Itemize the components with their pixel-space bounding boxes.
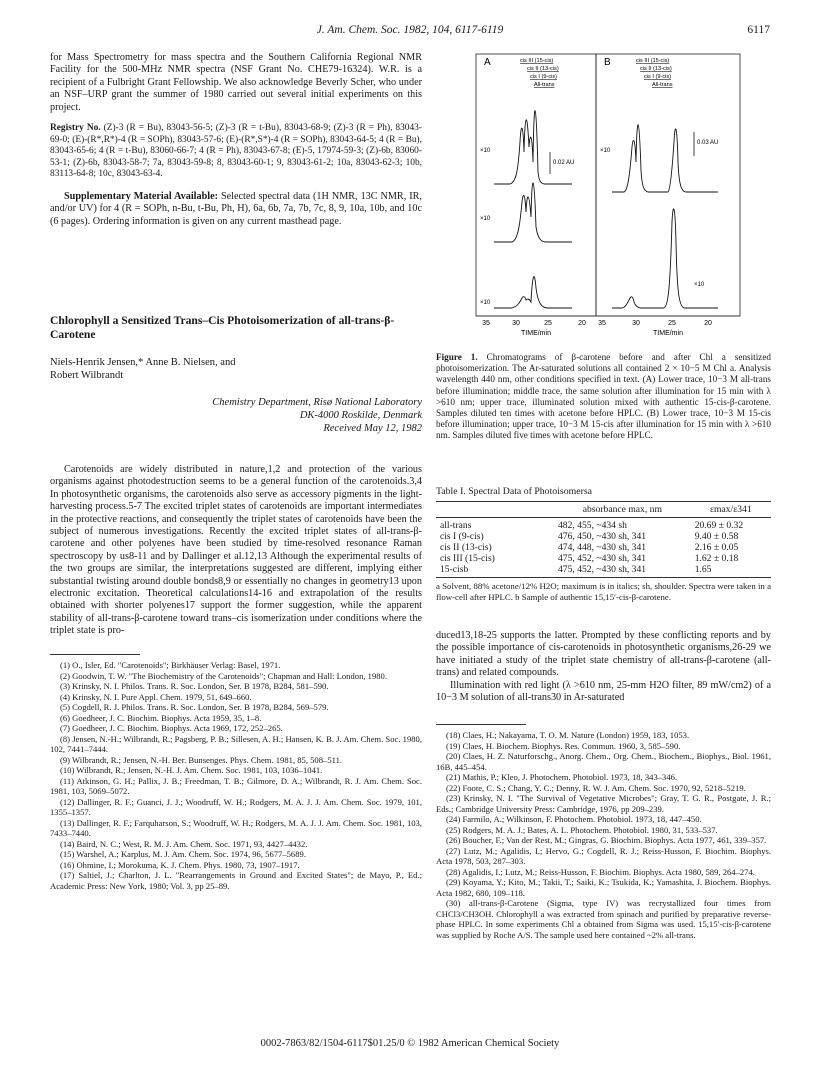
table-cell-absorbance: 475, 452, ~430 sh, 341 [558,553,647,564]
reference-item: (15) Warshel, A.; Karplus, M. J. Am. Chem. Soc. 1974, 96, 5677–5689. [60,849,306,859]
table-cell-absorbance: 482, 455, ~434 sh [558,520,627,531]
panel-a-upper-trace [494,111,575,184]
reference-item: (26) Boucher, F.; Van der Rest, M.; Gingras, G. Biochim. Biophys. Acta 1977, 461, 339–357. [446,835,767,845]
x10-label: ×10 [480,300,491,306]
table-cell-ratio: 20.69 ± 0.32 [694,520,744,531]
chromatogram-figure [472,52,772,342]
references-left [50,660,422,891]
reference-item: (7) Goedheer, J. C. Biochim. Biophys. Acta 1969, 172, 252–265. [60,723,283,733]
supp-text: Selected spectral data (1H NMR, 13C NMR, IR, and/or UV) for 4 (R = SOPh, n-Bu, t-Bu, Ph, H), 6a, 6b, 7a, 7b, 7c, 8, 9, 10a, 10b, and 10c (6 pages). Ordering information is given on any current masthead page. [50,191,422,227]
tick-label-b: 25 [668,320,676,327]
reference-item: (12) Dallinger, R. F.; Guanci, J. J.; Woodruff, W. H.; Rodgers, M. A. J. J. Am. Chem. Soc. 1979, 101, 1355–1357. [50,796,422,817]
table-caption: Table I. Spectral Data of Photoisomersa [436,486,593,497]
affiliation [50,396,422,435]
table-cell-name: cis II (13-cis) [440,542,492,553]
reference-item: (1) O., Isler, Ed. "Carotenoids"; Birkhäuser Verlag: Basel, 1971. [60,660,281,670]
legend-b-item: cis III (15-cis) [636,58,670,64]
reference-item: (22) Foote, C. S.; Chang, Y. C.; Denny, R. W. J. Am. Chem. Soc. 1970, 92, 5218–5219. [446,782,746,793]
reference-item: (10) Wilbrandt, R.; Jensen, N.-H. J. Am. Chem. Soc. 1981, 103, 1036–1041. [60,765,323,775]
x10-label: ×10 [480,148,491,154]
table-cell-name: 15-cisb [440,564,469,575]
reference-item: (5) Cogdell, R. J. Philos. Trans. R. Soc. London, Ser. B 1978, B284, 569–579. [60,702,329,712]
left-body [50,464,422,638]
reference-item: (17) Saltiel, J.; Charlton, J. L. "Rearrangements in Ground and Excited States"; de Mayo, P., Ed.; Academic Press: New York, 1980; Vol. 3, pp 25–89. [50,870,422,891]
reference-item: (2) Goodwin, T. W. "The Biochemistry of the Carotenoids"; Chapman and Hall: London, 1980. [60,670,388,681]
table-cell-ratio: 2.16 ± 0.05 [694,542,739,553]
reference-item: (14) Baird, N. C.; West, R. M. J. Am. Chem. Soc. 1971, 93, 4427–4432. [60,838,308,849]
tick-label-b: 35 [598,320,606,327]
panel-b-upper-trace [612,125,718,192]
legend-a-item: cis III (15-cis) [520,58,554,64]
reference-item: (9) Wilbrandt, R.; Jensen, N.-H. Ber. Bunsenges. Phys. Chem. 1981, 85, 508–511. [60,754,343,765]
reference-item: (11) Atkinson, G. H.; Pallix, J. B.; Freedman, T. B.; Gilmore, D. A.; Wilbrandt, R. J. Am. Chem. Soc. 1981, 103, 5069–5072. [50,775,422,796]
author-list [50,356,422,382]
reference-item: (30) all-trans-β-Carotene (Sigma, type IV) was recrystallized four times from CHCl3/CH3OH. Chlorophyll a was extracted from spinach and purified by preparative reverse-phase HPLC. In some experiments Chl a obtained from Sigma was used. 15,15′-cis-β-carotene was supplied by Roche A/S. The sample used here contained ~2% all-trans. [436,898,771,940]
spectral-data-table [436,504,771,575]
registry-text: (Z)-3 (R = Bu), 83043-56-5; (Z)-3 (R = t-Bu), 83043-68-9; (Z)-3 (R = Ph), 83043-69-0; (E)-(R*,R*)-4 (R = SOPh), 83043-57-6; (E)-(R*,S*)-4 (R = SOPh), 83043-64-5; 4 (R = Bu), 83043-65-6; 4 (R = t-Bu), 83060-66-7; 4 (R = Ph), 83043-67-8; (E)-5, 17974-59-3; (Z)-6b, 83060-53-1; (Z)-6b, 83043-58-7; 7a, 83043-59-8; 8, 83043-60-1; 9, 83043-61-2; 10a, 83043-62-3; 10b, 83113-64-8; 10c, 83043-63-4. [50,123,422,180]
panel-b-label: B [604,57,611,68]
table-body [436,520,771,575]
panel-b-frame [596,54,740,316]
footnote-rule-right [436,724,526,725]
running-header [0,24,820,38]
reference-item: (3) Krinsky, N. I. Philos. Trans. R. Soc. London, Ser. B 1978, B284, 581–590. [60,681,329,691]
table-rule-bottom [436,577,771,578]
x-axis-label-b: TIME/min [653,330,683,337]
table-cell-absorbance: 476, 450, ~430 sh, 341 [558,531,647,542]
reference-item: (19) Claes, H. Biochem. Biophys. Res. Commun. 1960, 3, 585–590. [446,740,681,751]
legend-a-item: All-trans [534,82,555,88]
panel-b-lower-trace [612,209,718,308]
reference-item: (23) Krinsky, N. I. "The Survival of Vegetative Microbes"; Gray, T. G. R., Postgate, J. R.; Eds.; Cambridge University Press: Cambridge, 1976, pp 209–239. [436,793,771,814]
legend-a-item: cis II (13-cis) [527,66,559,72]
reference-item: (4) Krinsky, N. I. Pure Appl. Chem. 1979, 51, 649–660. [60,691,252,702]
table-cell-absorbance: 475, 452, ~430 sh, 341 [558,564,647,575]
body-paragraph-continued: duced13,18-25 supports the latter. Prompted by these conflicting reports and by the possible importance of cis-carotenoids in photosynthetic organisms,26-29 we have initiated a study of the triplet state chemistry of all-trans-β-carotene (all-trans) and related compounds. [436,630,771,679]
table-row [436,564,771,575]
figure-caption [436,352,771,442]
panel-a-frame [476,54,596,316]
figure-caption-label: Figure 1. [436,352,478,362]
scale-a-label: 0.02 AU [553,160,575,166]
reference-item: (13) Dallinger, R. F.; Farquharson, S.; Woodruff, W. H.; Rodgers, M. A. J. J. Am. Chem. Soc. 1981, 103, 7433–7440. [50,817,422,838]
table-header-absorbance: absorbance max, nm [582,504,662,515]
registry-numbers [50,123,422,181]
tick-label-a: 20 [578,320,586,327]
right-body [436,630,771,704]
table-row [436,542,771,553]
reference-item: (20) Claes, H. Z. Naturforschg., Anorg. Chem., Org. Chem., Biochem., Biophys., Biol. 1961, 16B, 445–454. [436,751,771,772]
references-right [436,730,771,940]
journal-citation: J. Am. Chem. Soc. 1982, 104, 6117-6119 [316,24,504,36]
tick-label-a: 35 [482,320,490,327]
table-cell-name: cis III (15-cis) [440,553,495,564]
tick-label-b: 30 [632,320,640,327]
table-header-blank [436,504,554,515]
affiliation-line-2: DK-4000 Roskilde, Denmark [299,410,422,421]
panel-a-lower-trace [494,277,572,308]
reference-item: (8) Jensen, N.-H.; Wilbrandt, R.; Pagsberg, P. B.; Sillesen, A. H.; Hansen, K. B. J. Am. Chem. Soc. 1980, 102, 7441–7444. [50,733,422,754]
legend-b [636,58,673,88]
legend-a [520,58,559,88]
authors-line-1: Niels-Henrik Jensen,* Anne B. Nielsen, and [50,357,236,368]
reference-item: (25) Rodgers, M. A. J.; Bates, A. L. Photochem. Photobiol. 1980, 31, 533–537. [446,824,718,835]
supp-label: Supplementary Material Available: [64,191,219,202]
table-row [436,553,771,564]
legend-a-item: cis I (9-cis) [530,74,558,80]
panel-a-label: A [484,57,491,68]
table-cell-name: cis I (9-cis) [440,531,484,542]
reference-item: (29) Koyama, Y.; Kito, M.; Takii, T.; Saiki, K.; Tsukida, K.; Yamashita, J. Biochem. Biophys. Acta 1982, 680, 109–118. [436,877,771,898]
received-date: Received May 12, 1982 [323,423,422,434]
tick-label-a: 30 [512,320,520,327]
acknowledgment-paragraph: for Mass Spectrometry for mass spectra and the Southern California Regional NMR Facility for the 500-MHz NMR spectra (NSF Grant No. CHE79-16324). W.R. is a recipient of a Fulbright Grant Fellowship. We also acknowledge Beverly Scher, who under an NSF–URP grant the summer of 1980 carried out several initial experiments on this project. [50,52,422,113]
table-cell-absorbance: 474, 448, ~430 sh, 341 [558,542,647,553]
body-paragraph-illumination: Illumination with red light (λ >610 nm, 25-mm H2O filter, 89 mW/cm2) of a 10−3 M solution of all-trans30 in Ar-saturated [436,679,771,704]
table-header-ratio: εmax/ε341 [710,504,752,515]
authors-line-2: Robert Wilbrandt [50,370,124,381]
table-cell-name: all-trans [440,520,472,531]
table-cell-ratio: 1.65 [694,564,712,575]
table-row [436,520,771,531]
x10-label: ×10 [600,148,611,154]
reference-item: (21) Mathis, P.; Kleo, J. Photochem. Photobiol. 1973, 18, 343–346. [446,772,678,782]
table-cell-ratio: 9.40 ± 0.58 [694,531,739,542]
reference-item: (24) Farmilo, A.; Wilkinson, F. Photochem. Photobiol. 1973, 18, 447–450. [446,814,702,824]
figure-caption-text: Chromatograms of β-carotene before and after Chl a sensitized photoisomerization. The Ar-saturated solutions all contained 2 × 10−5 M Chl a. Analysis wavelength 440 nm, other conditions specified in text. (A) Lower trace, 10−3 M all-trans before illumination; middle trace, the same solution after illumination for 15 min with λ >610 nm; upper trace, illuminated solution mixed with authentic 15-cis-β-carotene. Samples diluted ten times with acetone before HPLC. (B) Lower trace, 10−3 M 15-cis before illumination; upper trace, 10−3 M 15-cis after illumination for 15 min with λ >610 nm. Samples diluted five times with acetone before HPLC. [436,352,772,441]
table-rule-top [436,501,771,502]
reference-item: (27) Lutz, M.; Agalidis, I.; Hervo, G.; Cogdell, R. J.; Reiss-Husson, F. Biochim. Biophys. Acta 1978, 503, 287–303. [436,845,771,866]
tick-label-b: 20 [704,320,712,327]
figure-1 [472,52,772,342]
page-footer: 0002-7863/82/1504-6117$01.25/0 © 1982 American Chemical Society [260,1038,560,1049]
legend-b-item: All-trans [652,82,673,88]
registry-label: Registry No. [50,123,101,134]
reference-item: (28) Agalidis, I.; Lutz, M.; Reiss-Husson, F. Biochim. Biophys. Acta 1980, 589, 264–274. [446,866,755,877]
table-cell-ratio: 1.62 ± 0.18 [694,553,739,564]
reference-item: (6) Goedheer, J. C. Biochim. Biophys. Acta 1959, 35, 1–8. [60,712,262,723]
reference-item: (16) Ohmine, I.; Morokuma, K. J. Chem. Phys. 1980, 73, 1907–1917. [60,859,300,870]
page-number: 6117 [747,24,770,36]
table-row [436,531,771,542]
table-1 [436,486,771,602]
introduction-paragraph: Carotenoids are widely distributed in nature,1,2 and protection of the various organisms against photodestruction seems to be a general function of the carotenoids.3,4 In photosynthetic organisms, the carotenoids also serve as accessory pigments in the light-harvesting process.5-7 The excited triplet states of carotenoids are important intermediates in the protective reactions, and consequently the triplet states of carotenoids have been the subject of numerous investigations. Recently the excited triplet states of all-trans-β-carotene and other polyenes have been studied by time-resolved resonance Raman spectroscopy by us8-11 and by Dallinger et al.12,13 Although the experimental results of the two groups are similar, the interpretations suggested are different, implying either substantial twisting around double bonds8,9 or essentially no changes in geometry13 upon electronic excitation. Theoretical calculations14-16 and extrapolation of the results obtained with shorter polyenes17 support the former suggestion, while the apparent stability of all-trans-β-carotene toward trans–cis isomerization under conditions where the triplet state is pro- [50,464,422,637]
scale-b-label: 0.03 AU [697,140,719,146]
legend-b-item: cis II (13-cis) [640,66,672,72]
legend-b-item: cis I (9-cis) [644,74,672,80]
x-axis-label-a: TIME/min [521,330,551,337]
affiliation-line-1: Chemistry Department, Risø National Laboratory [212,397,422,408]
article-title: Chlorophyll a Sensitized Trans–Cis Photoisomerization of all-trans-β-Carotene [50,314,395,341]
reference-item: (18) Claes, H.; Nakayama, T. O. M. Nature (London) 1959, 183, 1053. [446,730,690,740]
footnote-rule-left [50,654,140,655]
x10-label: ×10 [694,282,705,288]
tick-label-a: 25 [544,320,552,327]
left-column [50,52,422,228]
supplementary-material [50,191,422,228]
panel-a-middle-trace [494,183,572,242]
table-footnote: a Solvent, 88% acetone/12% H2O; maximum is in italics; sh, shoulder. Spectra were taken in a flow-cell after HPLC. b Sample of authentic 15,15′-cis-β-carotene. [436,581,771,602]
x10-label: ×10 [480,216,491,222]
